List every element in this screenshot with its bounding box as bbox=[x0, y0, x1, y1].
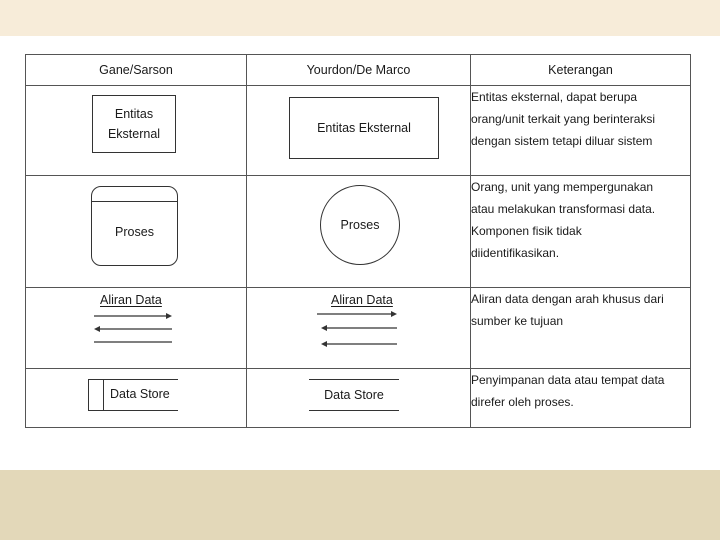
gs-arrow-right-head bbox=[166, 313, 172, 319]
header-row bbox=[26, 55, 691, 86]
dfd-symbol-table bbox=[25, 54, 691, 428]
cell-desc-store bbox=[471, 368, 691, 427]
cell-yd-proses bbox=[247, 175, 471, 287]
cell-desc-aliran bbox=[471, 287, 691, 368]
gs-datastore-symbol bbox=[88, 379, 178, 411]
gs-datastore-label: Data Store bbox=[110, 386, 170, 401]
desc-store: Penyimpanan data atau tempat data direfer oleh proses. bbox=[471, 372, 665, 409]
desc-proses: Orang, unit yang mempergunakan atau melakukan transformasi data. Komponen fisik tidak diidentifikasikan. bbox=[471, 179, 656, 260]
gs-datastore-divider bbox=[103, 380, 104, 410]
cell-yd-entitas bbox=[247, 86, 471, 176]
row-entitas bbox=[26, 86, 691, 176]
cell-desc-proses bbox=[471, 175, 691, 287]
gs-external-entity-symbol: Entitas Eksternal bbox=[92, 95, 176, 153]
header-keterangan: Keterangan bbox=[471, 55, 691, 86]
gs-dataflow-label: Aliran Data bbox=[100, 292, 162, 307]
gs-process-label: Proses bbox=[115, 224, 154, 239]
yd-arrow-left-head-1 bbox=[321, 325, 327, 331]
header-gane-sarson: Gane/Sarson bbox=[26, 55, 247, 86]
yd-arrow-left-head-2 bbox=[321, 341, 327, 347]
yd-dataflow-arrows bbox=[247, 288, 471, 360]
gs-process-symbol bbox=[91, 186, 178, 266]
header-yourdon-demarco: Yourdon/De Marco bbox=[247, 55, 471, 86]
gs-dataflow-arrows bbox=[26, 288, 247, 360]
cell-yd-aliran bbox=[247, 287, 471, 368]
bottom-band bbox=[0, 470, 720, 540]
cell-desc-entitas bbox=[471, 86, 691, 176]
gs-arrow-left-head bbox=[94, 326, 100, 332]
row-proses bbox=[26, 175, 691, 287]
yd-datastore-symbol: Data Store bbox=[309, 379, 399, 411]
cell-yd-store bbox=[247, 368, 471, 427]
desc-aliran: Aliran data dengan arah khusus dari sumber ke tujuan bbox=[471, 291, 664, 328]
cell-gs-store bbox=[26, 368, 247, 427]
row-store bbox=[26, 368, 691, 427]
gs-process-divider bbox=[92, 201, 177, 202]
yd-dataflow-label: Aliran Data bbox=[331, 292, 393, 307]
cell-gs-entitas bbox=[26, 86, 247, 176]
yd-process-symbol: Proses bbox=[320, 185, 400, 265]
desc-entitas: Entitas eksternal, dapat berupa orang/unit terkait yang berinteraksi dengan sistem tetapi diluar sistem bbox=[471, 90, 656, 149]
cell-gs-aliran bbox=[26, 287, 247, 368]
top-band bbox=[0, 0, 720, 36]
yd-external-entity-symbol: Entitas Eksternal bbox=[289, 97, 439, 159]
yd-arrow-right-head bbox=[391, 311, 397, 317]
row-aliran bbox=[26, 287, 691, 368]
cell-gs-proses bbox=[26, 175, 247, 287]
